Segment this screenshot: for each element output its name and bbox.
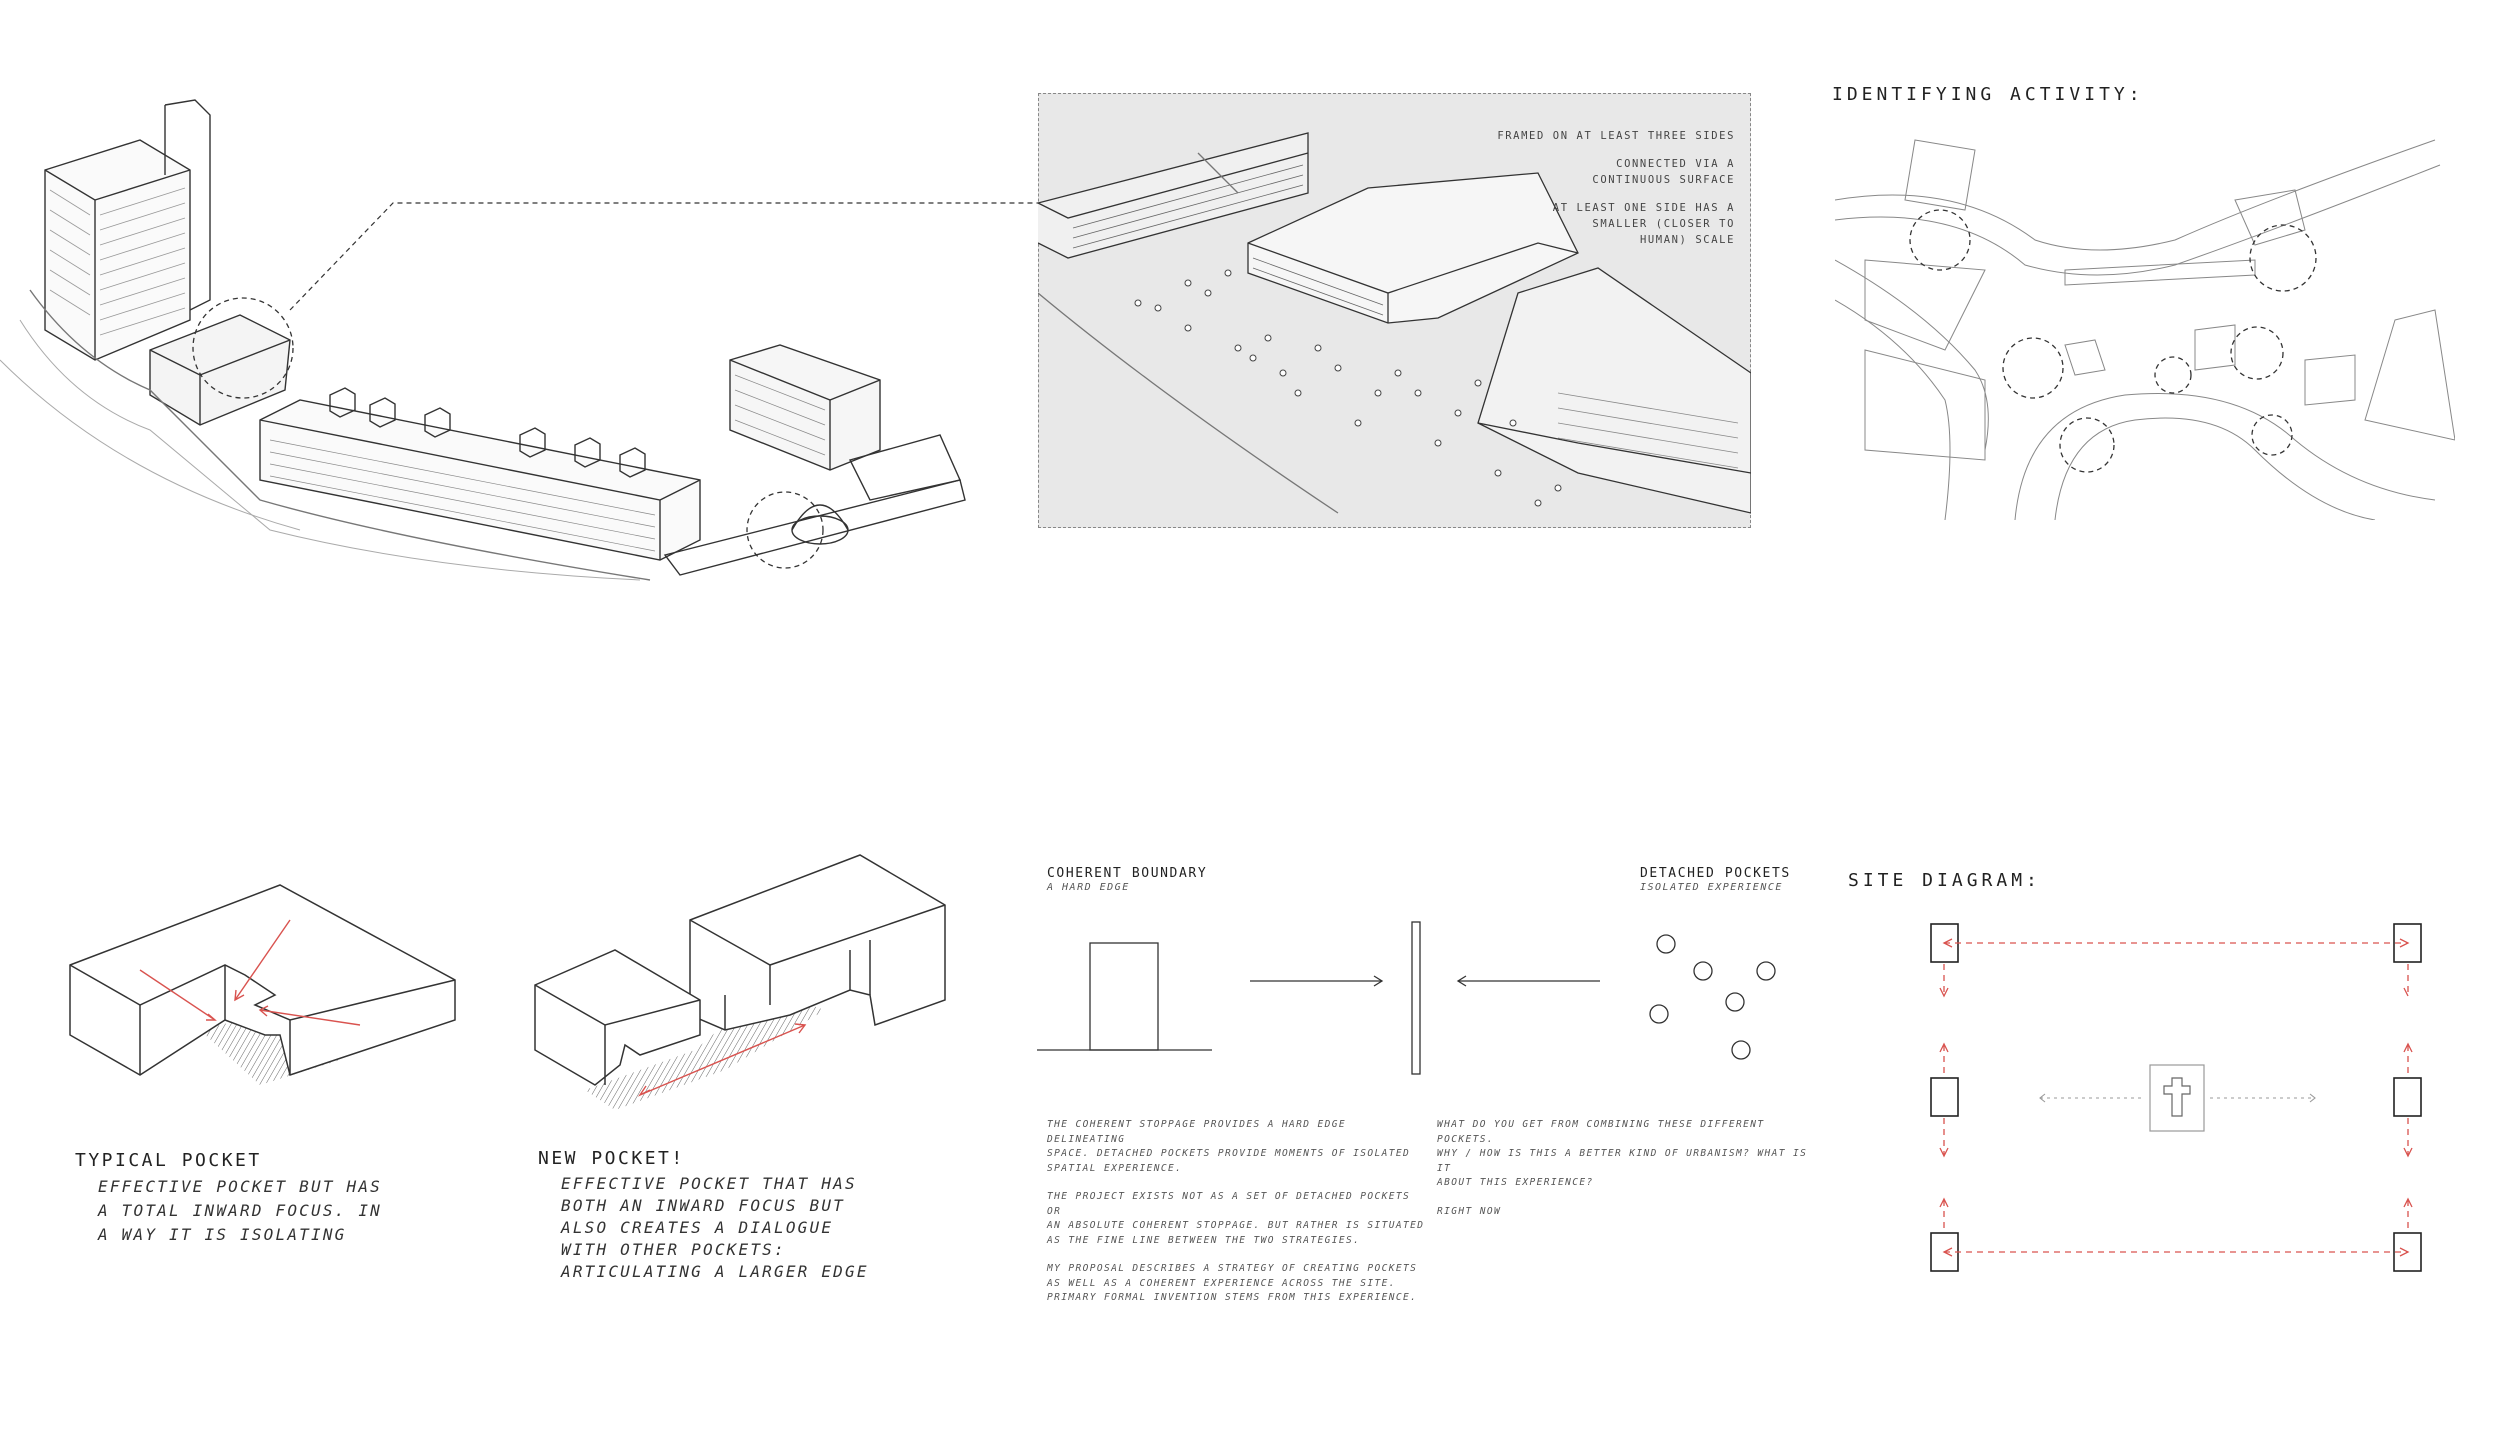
new-pocket-diagram [525,840,965,1140]
activity-site-plan [1835,120,2455,520]
paragraph [1047,1262,1427,1306]
note-line: EFFECTIVE POCKET BUT HAS [98,1177,382,1196]
callout-line: CONTINUOUS SURFACE [1592,174,1735,186]
note-line: BOTH AN INWARD FOCUS BUT [561,1196,845,1215]
new-pocket-title: NEW POCKET! [538,1148,685,1169]
para-line: SPATIAL EXPERIENCE. [1047,1162,1183,1174]
note-line: A WAY IT IS ISOLATING [98,1225,347,1244]
para-line: AS WELL AS A COHERENT EXPERIENCE ACROSS THE SITE. [1047,1277,1396,1289]
site-axonometric-drawing [0,60,1050,620]
detail-callouts [1470,128,1735,248]
coherent-boundary-sub: A HARD EDGE [1047,882,1130,893]
para-line: AN ABSOLUTE COHERENT STOPPAGE. BUT RATHER IS SITUATED [1047,1220,1425,1231]
para-line: MY PROPOSAL DESCRIBES A STRATEGY OF CREATING POCKETS [1047,1263,1418,1274]
site-diagram [1910,900,2430,1280]
new-pocket-note [561,1173,869,1283]
callout-line: SMALLER (CLOSER TO [1592,218,1735,230]
para-line: THE PROJECT EXISTS NOT AS A SET OF DETACHED POCKETS OR [1047,1191,1411,1217]
callout-line: HUMAN) SCALE [1639,234,1735,246]
para-line: WHAT DO YOU GET FROM COMBINING THESE DIFFERENT POCKETS. [1437,1119,1765,1145]
typical-pocket-title: TYPICAL POCKET [75,1150,262,1171]
coherent-boundary-title: COHERENT BOUNDARY [1047,866,1208,881]
detached-pockets-title: DETACHED POCKETS [1640,866,1791,881]
para-line: THE COHERENT STOPPAGE PROVIDES A HARD EDGE DELINEATING [1047,1119,1347,1145]
paragraph [1437,1205,1817,1220]
strategy-left-text [1047,1118,1427,1306]
paragraph [1047,1118,1427,1176]
typical-pocket-diagram [60,860,460,1140]
note-line: ARTICULATING A LARGER EDGE [561,1262,869,1281]
note-line: ALSO CREATES A DIALOGUE [561,1218,834,1237]
note-line: EFFECTIVE POCKET THAT HAS [561,1174,857,1193]
callout-line: AT LEAST ONE SIDE HAS A [1552,202,1735,214]
identifying-activity-header: IDENTIFYING ACTIVITY: [1832,84,2144,105]
para-line: RIGHT NOW [1437,1205,1502,1217]
paragraph [1047,1190,1427,1248]
strategy-diagram [1030,910,1810,1090]
site-diagram-header: SITE DIAGRAM: [1848,870,2041,891]
typical-pocket-note [98,1175,382,1247]
para-line: SPACE. DETACHED POCKETS PROVIDE MOMENTS OF ISOLATED [1047,1148,1411,1159]
note-line: WITH OTHER POCKETS: [561,1240,786,1259]
paragraph [1437,1118,1817,1191]
detached-pockets-sub: ISOLATED EXPERIENCE [1640,882,1783,893]
para-line: AS THE FINE LINE BETWEEN THE TWO STRATEGIES. [1047,1234,1361,1246]
para-line: ABOUT THIS EXPERIENCE? [1437,1177,1594,1188]
para-line: WHY / HOW IS THIS A BETTER KIND OF URBANISM? WHAT IS IT [1437,1148,1808,1174]
callout-line: FRAMED ON AT LEAST THREE SIDES [1497,130,1735,142]
para-line: PRIMARY FORMAL INVENTION STEMS FROM THIS EXPERIENCE. [1047,1292,1418,1303]
strategy-right-text [1437,1118,1817,1219]
note-line: A TOTAL INWARD FOCUS. IN [98,1201,382,1220]
callout-line: CONNECTED VIA A [1616,158,1735,170]
